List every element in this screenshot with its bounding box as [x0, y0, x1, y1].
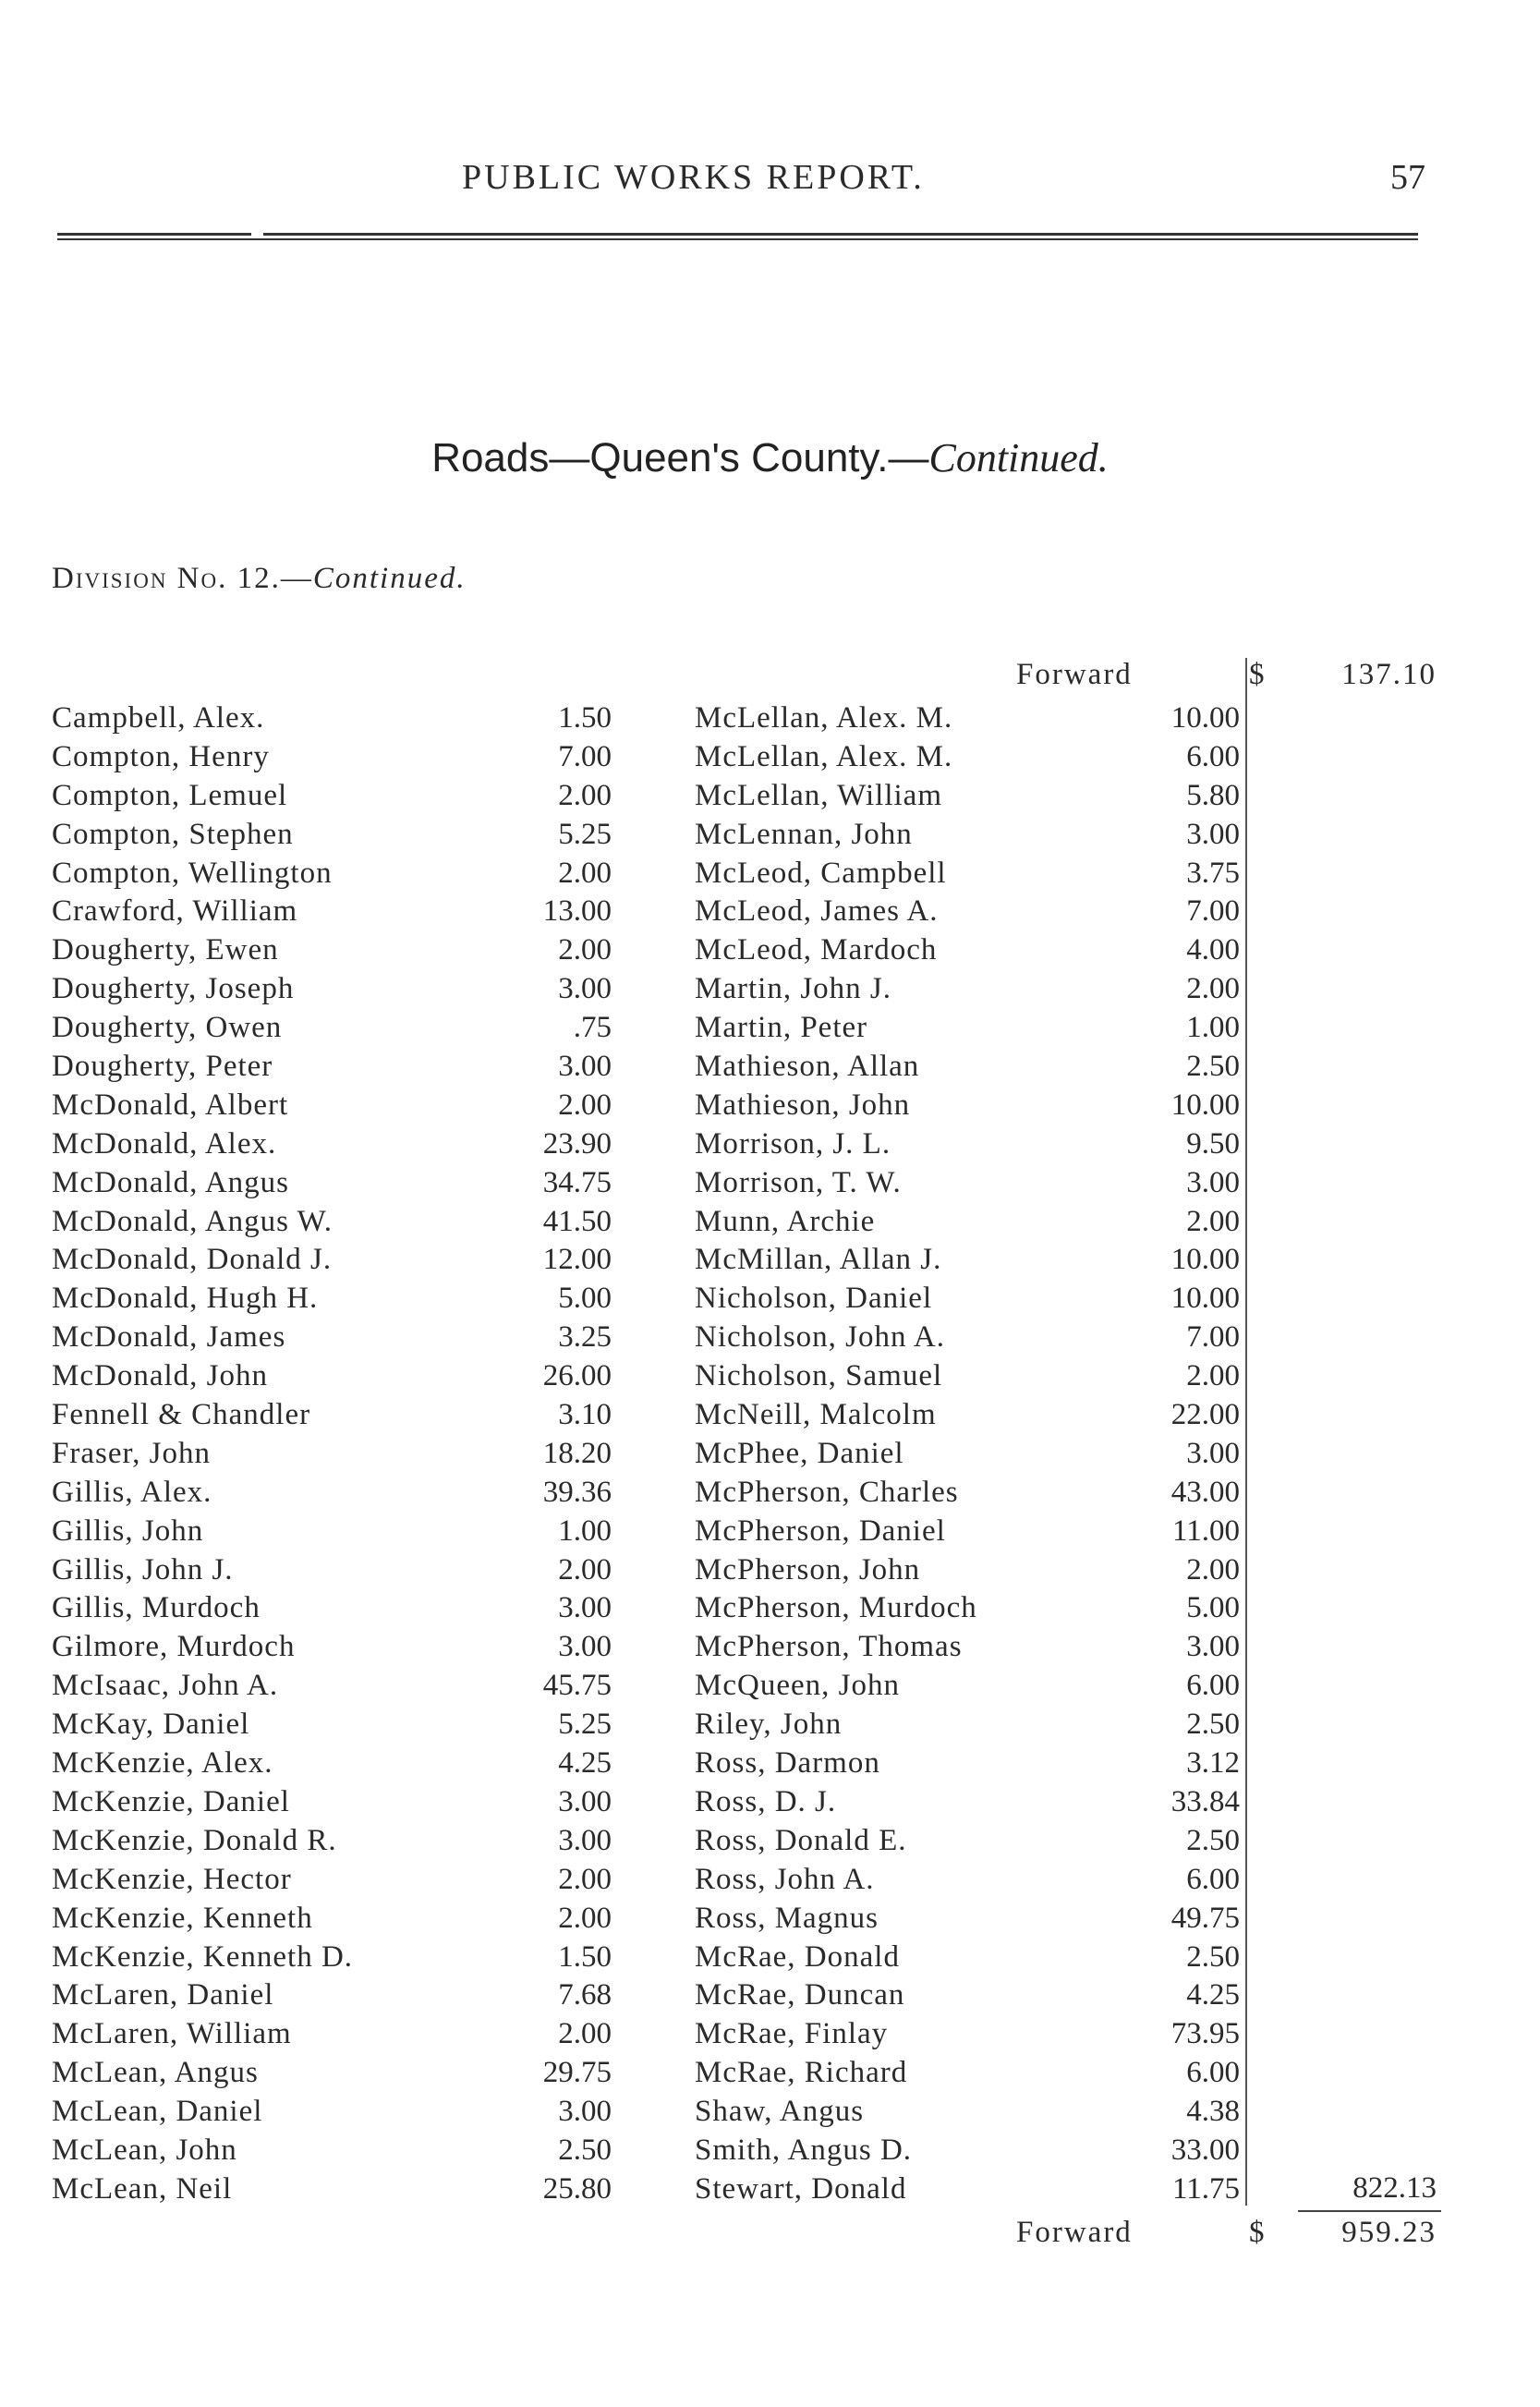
ledger-row: [695, 738, 1249, 777]
ledger-row: [52, 1125, 612, 1164]
header-rule-left: [57, 233, 251, 236]
ledger-row: [695, 855, 1249, 894]
payee-name: Mathieson, Allan: [695, 1050, 920, 1084]
payee-name: Morrison, T. W.: [695, 1165, 902, 1199]
payee-name: Compton, Wellington: [52, 856, 333, 890]
payment-amount: 2.00: [558, 778, 612, 812]
payee-name: McPherson, Daniel: [695, 1513, 946, 1548]
payee-name: McKenzie, Kenneth: [52, 1901, 313, 1935]
ledger-row: [52, 1976, 612, 2015]
ledger-row: [695, 699, 1249, 738]
payee-name: McPhee, Daniel: [695, 1436, 904, 1470]
ledger-row: [52, 1357, 612, 1396]
payment-amount: 6.00: [1186, 739, 1240, 773]
payee-name: McKenzie, Daniel: [52, 1784, 290, 1818]
payee-name: Ross, Donald E.: [695, 1823, 907, 1857]
payee-name: McKay, Daniel: [52, 1708, 250, 1742]
payment-amount: 73.95: [1170, 2017, 1240, 2051]
payment-amount: 3.00: [1186, 1436, 1240, 1470]
payee-name: McDonald, James: [52, 1320, 286, 1355]
ledger-row: [695, 1667, 1249, 1706]
ledger-row: [52, 855, 612, 894]
payee-name: McRae, Richard: [695, 2056, 908, 2090]
ledger-row: [52, 1822, 612, 1861]
payee-name: Munn, Archie: [695, 1204, 876, 1238]
payment-amount: 3.00: [558, 1050, 612, 1084]
payment-amount: 12.00: [542, 1243, 612, 1277]
ledger-row: [695, 1357, 1249, 1396]
ledger-row: [695, 1628, 1249, 1667]
payment-amount: 5.25: [558, 817, 612, 851]
payee-name: McKenzie, Kenneth D.: [52, 1939, 354, 1974]
payee-name: Riley, John: [695, 1708, 843, 1742]
payee-name: McDonald, John: [52, 1359, 268, 1393]
payee-name: Gillis, John J.: [52, 1552, 234, 1586]
ledger-row: [52, 1087, 612, 1125]
payee-name: McLaren, William: [52, 2017, 292, 2051]
payment-amount: 2.00: [558, 1862, 612, 1896]
payment-amount: 3.00: [558, 1823, 612, 1857]
payee-name: Ross, Magnus: [695, 1901, 879, 1935]
payment-amount: 3.00: [1186, 817, 1240, 851]
payee-name: McLellan, Alex. M.: [695, 739, 953, 773]
ledger-row: [695, 2054, 1249, 2093]
ledger-row: [52, 970, 612, 1009]
ledger-row: [695, 2170, 1249, 2209]
ledger-row: [52, 931, 612, 970]
ledger-row: [52, 2054, 612, 2093]
payment-amount: 49.75: [1170, 1901, 1240, 1935]
column-subtotal: 822.13: [1352, 2171, 1437, 2205]
ledger-row: [695, 893, 1249, 931]
payment-amount: 2.50: [1186, 1823, 1240, 1857]
payment-amount: 6.00: [1186, 2056, 1240, 2090]
payee-name: McRae, Duncan: [695, 1978, 905, 2012]
ledger-row: [52, 738, 612, 777]
payee-name: McLean, Daniel: [52, 2095, 263, 2129]
payee-name: Ross, Darmon: [695, 1746, 880, 1781]
payment-amount: 1.50: [558, 1939, 612, 1974]
payee-name: Fraser, John: [52, 1436, 211, 1470]
forward-bottom-currency: $: [1249, 2216, 1265, 2249]
payee-name: Dougherty, Owen: [52, 1011, 283, 1045]
ledger-row: [695, 1474, 1249, 1513]
payee-name: Compton, Stephen: [52, 817, 294, 851]
payment-amount: 4.00: [1186, 933, 1240, 967]
header-rule-right: [263, 233, 1418, 236]
payment-amount: 2.50: [1186, 1708, 1240, 1742]
payee-name: Gilmore, Murdoch: [52, 1630, 296, 1664]
payment-amount: .75: [573, 1011, 612, 1045]
payment-amount: 2.00: [1186, 1552, 1240, 1586]
ledger-row: [695, 2132, 1249, 2170]
payee-name: Stewart, Donald: [695, 2171, 907, 2206]
payment-amount: 2.00: [558, 856, 612, 890]
payment-amount: 3.75: [1186, 856, 1240, 890]
ledger-row: [52, 2015, 612, 2054]
payment-amount: 7.00: [558, 739, 612, 773]
ledger-row: [52, 816, 612, 855]
payment-amount: 3.10: [558, 1398, 612, 1432]
payee-name: McMillan, Allan J.: [695, 1243, 942, 1277]
payment-amount: 2.50: [558, 2133, 612, 2167]
payment-amount: 2.00: [558, 1901, 612, 1935]
payment-amount: 45.75: [542, 1669, 612, 1703]
payee-name: Nicholson, Daniel: [695, 1282, 933, 1316]
ledger-row: [695, 1125, 1249, 1164]
ledger-row: [52, 1783, 612, 1822]
payee-name: McDonald, Albert: [52, 1088, 289, 1122]
payee-name: Smith, Angus D.: [695, 2133, 913, 2167]
ledger-row: [52, 1939, 612, 1977]
payment-amount: 41.50: [542, 1204, 612, 1238]
payment-amount: 33.84: [1170, 1784, 1240, 1818]
payment-amount: 33.00: [1170, 2133, 1240, 2167]
payee-name: McDonald, Angus W.: [52, 1204, 333, 1238]
payment-amount: 11.75: [1171, 2171, 1240, 2206]
ledger-row: [695, 1396, 1249, 1435]
payment-amount: 43.00: [1170, 1475, 1240, 1509]
payee-name: McLeod, Campbell: [695, 856, 947, 890]
division-heading: [52, 562, 467, 596]
payee-name: Nicholson, John A.: [695, 1320, 946, 1355]
payee-name: McDonald, Donald J.: [52, 1243, 333, 1277]
forward-top-amount: 137.10: [1341, 658, 1437, 691]
page-number: 57: [1390, 158, 1425, 197]
ledger-row: [52, 1319, 612, 1357]
ledger-row: [52, 1009, 612, 1048]
payment-amount: 3.00: [558, 972, 612, 1006]
ledger-row: [695, 1744, 1249, 1783]
ledger-row: [695, 1706, 1249, 1744]
payment-amount: 3.25: [558, 1320, 612, 1355]
payee-name: Mathieson, John: [695, 1088, 911, 1122]
ledger-row: [52, 1241, 612, 1280]
payment-amount: 5.80: [1186, 778, 1240, 812]
payment-amount: 2.00: [558, 2017, 612, 2051]
payee-name: McPherson, Thomas: [695, 1630, 963, 1664]
ledger-row: [695, 1435, 1249, 1474]
ledger-row: [52, 1900, 612, 1939]
payment-amount: 1.00: [1186, 1011, 1240, 1045]
payee-name: Compton, Henry: [52, 739, 270, 773]
payee-name: McPherson, Charles: [695, 1475, 959, 1509]
payment-amount: 4.25: [1186, 1978, 1240, 2012]
payment-amount: 3.00: [558, 1630, 612, 1664]
payee-name: McLellan, William: [695, 778, 942, 812]
payee-name: McLeod, Mardoch: [695, 933, 938, 967]
payment-amount: 10.00: [1170, 1243, 1240, 1277]
ledger-row: [52, 777, 612, 816]
header-rule-lower: [57, 238, 1418, 240]
payment-amount: 6.00: [1186, 1669, 1240, 1703]
payment-amount: 2.50: [1186, 1939, 1240, 1974]
ledger-row: [695, 1280, 1249, 1319]
payee-name: McRae, Finlay: [695, 2017, 889, 2051]
payee-name: Ross, D. J.: [695, 1784, 837, 1818]
payment-amount: 4.38: [1186, 2095, 1240, 2129]
ledger-row: [52, 1280, 612, 1319]
payee-name: McLennan, John: [695, 817, 913, 851]
payee-name: McLeod, James A.: [695, 894, 939, 929]
payment-amount: 13.00: [542, 894, 612, 929]
payee-name: Compton, Lemuel: [52, 778, 288, 812]
payment-amount: 2.00: [1186, 1204, 1240, 1238]
payment-amount: 39.36: [542, 1475, 612, 1509]
ledger-row: [695, 1048, 1249, 1087]
payment-amount: 1.50: [558, 701, 612, 735]
payment-amount: 3.00: [1186, 1630, 1240, 1664]
section-title: [0, 434, 1540, 481]
payee-name: McDonald, Alex.: [52, 1126, 277, 1161]
payee-name: Crawford, William: [52, 894, 298, 929]
payment-amount: 34.75: [542, 1165, 612, 1199]
payee-name: Dougherty, Ewen: [52, 933, 279, 967]
ledger-row: [52, 1589, 612, 1628]
ledger-row: [52, 1474, 612, 1513]
payee-name: McPherson, Murdoch: [695, 1591, 977, 1625]
payee-name: McLellan, Alex. M.: [695, 701, 953, 735]
page-header: [0, 157, 1540, 213]
payee-name: Campbell, Alex.: [52, 701, 265, 735]
division-continued: Continued.: [312, 562, 467, 595]
payment-amount: 7.68: [558, 1978, 612, 2012]
payee-name: McDonald, Hugh H.: [52, 1282, 319, 1316]
payee-name: McLean, Angus: [52, 2056, 259, 2090]
section-title-continued: Continued.: [928, 435, 1109, 480]
ledger-row: [695, 1164, 1249, 1203]
payment-amount: 10.00: [1170, 1088, 1240, 1122]
ledger-row: [52, 1628, 612, 1667]
ledger-row: [695, 1241, 1249, 1280]
ledger-row: [695, 1203, 1249, 1242]
right-entry-column: [695, 699, 1249, 2209]
payee-name: Gillis, Alex.: [52, 1475, 212, 1509]
left-entry-column: [52, 699, 612, 2209]
ledger-row: [52, 1513, 612, 1551]
forward-bottom-amount: 959.23: [1341, 2216, 1437, 2249]
payment-amount: 18.20: [542, 1436, 612, 1470]
ledger-row: [695, 1513, 1249, 1551]
payee-name: McKenzie, Hector: [52, 1862, 292, 1896]
payment-amount: 4.25: [558, 1746, 612, 1781]
forward-top-currency: $: [1249, 658, 1265, 691]
ledger-row: [695, 970, 1249, 1009]
ledger-row: [695, 816, 1249, 855]
forward-bottom-label: Forward: [1016, 2216, 1133, 2249]
payment-amount: 5.00: [558, 1282, 612, 1316]
ledger-row: [695, 777, 1249, 816]
payment-amount: 2.50: [1186, 1050, 1240, 1084]
payee-name: Ross, John A.: [695, 1862, 875, 1896]
payment-amount: 2.00: [558, 933, 612, 967]
section-title-text: Roads—Queen's County.—: [431, 435, 929, 480]
payment-amount: 2.00: [1186, 972, 1240, 1006]
ledger-row: [695, 1319, 1249, 1357]
payment-amount: 2.00: [558, 1088, 612, 1122]
payment-amount: 5.25: [558, 1708, 612, 1742]
payee-name: Shaw, Angus: [695, 2095, 865, 2129]
payment-amount: 29.75: [542, 2056, 612, 2090]
payment-amount: 6.00: [1186, 1862, 1240, 1896]
payment-amount: 3.00: [1186, 1165, 1240, 1199]
ledger-row: [695, 1087, 1249, 1125]
payment-amount: 10.00: [1170, 1282, 1240, 1316]
ledger-row: [695, 2015, 1249, 2054]
payee-name: Morrison, J. L.: [695, 1126, 891, 1161]
payment-amount: 7.00: [1186, 1320, 1240, 1355]
ledger-row: [695, 1939, 1249, 1977]
payee-name: Nicholson, Samuel: [695, 1359, 943, 1393]
payee-name: McNeill, Malcolm: [695, 1398, 937, 1432]
ledger-row: [52, 1048, 612, 1087]
payment-amount: 2.00: [1186, 1359, 1240, 1393]
ledger-row: [52, 1744, 612, 1783]
ledger-row: [52, 2132, 612, 2170]
payee-name: Dougherty, Peter: [52, 1050, 273, 1084]
payee-name: Gillis, Murdoch: [52, 1591, 261, 1625]
ledger-row: [52, 1551, 612, 1590]
ledger-row: [695, 1551, 1249, 1590]
payee-name: McDonald, Angus: [52, 1165, 289, 1199]
ledger-row: [52, 1396, 612, 1435]
ledger-row: [52, 1435, 612, 1474]
ledger-row: [695, 1861, 1249, 1900]
payee-name: McLean, John: [52, 2133, 237, 2167]
payee-name: Fennell & Chandler: [52, 1398, 311, 1432]
payee-name: McLaren, Daniel: [52, 1978, 274, 2012]
running-title: PUBLIC WORKS REPORT.: [462, 158, 925, 197]
ledger-row: [695, 2093, 1249, 2132]
ledger-row: [695, 1009, 1249, 1048]
payee-name: Martin, John J.: [695, 972, 891, 1006]
payment-amount: 7.00: [1186, 894, 1240, 929]
payee-name: McPherson, John: [695, 1552, 921, 1586]
sum-rule: [1298, 2210, 1441, 2212]
ledger-row: [695, 1900, 1249, 1939]
ledger-row: [695, 1589, 1249, 1628]
payee-name: Dougherty, Joseph: [52, 972, 295, 1006]
ledger-row: [52, 1164, 612, 1203]
ledger-row: [52, 2093, 612, 2132]
payment-amount: 3.00: [558, 2095, 612, 2129]
ledger-row: [695, 931, 1249, 970]
division-label: Division No. 12.—: [52, 562, 313, 595]
payee-name: McKenzie, Alex.: [52, 1746, 273, 1781]
payment-amount: 9.50: [1186, 1126, 1240, 1161]
ledger-row: [695, 1822, 1249, 1861]
payment-amount: 25.80: [542, 2171, 612, 2206]
ledger-row: [695, 1783, 1249, 1822]
payment-amount: 26.00: [542, 1359, 612, 1393]
forward-top-label: Forward: [1016, 658, 1133, 691]
payee-name: McIsaac, John A.: [52, 1669, 279, 1703]
payment-amount: 10.00: [1170, 701, 1240, 735]
payee-name: McLean, Neil: [52, 2171, 233, 2206]
payment-amount: 2.00: [558, 1552, 612, 1586]
payment-amount: 11.00: [1171, 1513, 1240, 1548]
payee-name: Gillis, John: [52, 1513, 204, 1548]
ledger-row: [52, 1667, 612, 1706]
payment-amount: 5.00: [1186, 1591, 1240, 1625]
ledger-row: [52, 1706, 612, 1744]
payee-name: Martin, Peter: [695, 1011, 868, 1045]
payee-name: McKenzie, Donald R.: [52, 1823, 337, 1857]
payment-amount: 3.00: [558, 1784, 612, 1818]
payment-amount: 1.00: [558, 1513, 612, 1548]
ledger-row: [52, 1861, 612, 1900]
ledger-row: [52, 1203, 612, 1242]
payment-amount: 3.12: [1186, 1746, 1240, 1781]
ledger-row: [52, 2170, 612, 2209]
payment-amount: 23.90: [542, 1126, 612, 1161]
payee-name: McRae, Donald: [695, 1939, 900, 1974]
ledger-row: [695, 1976, 1249, 2015]
ledger-row: [52, 893, 612, 931]
payment-amount: 3.00: [558, 1591, 612, 1625]
payment-amount: 22.00: [1170, 1398, 1240, 1432]
ledger-row: [52, 699, 612, 738]
payee-name: McQueen, John: [695, 1669, 900, 1703]
